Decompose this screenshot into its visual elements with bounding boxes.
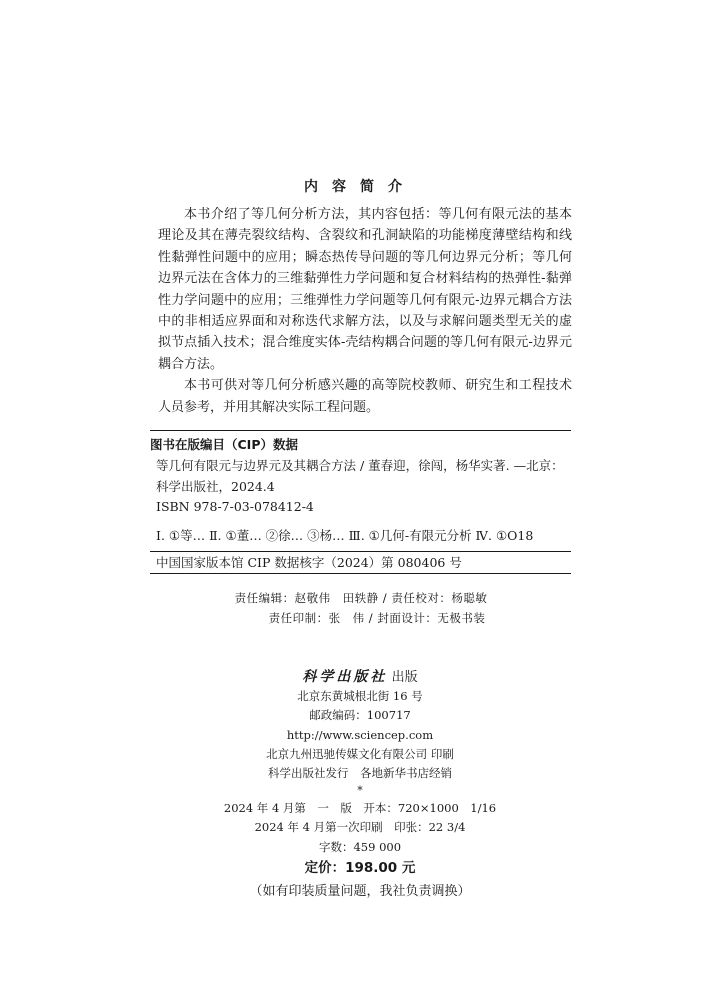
cip-title: 图书在版编目（CIP）数据 bbox=[150, 437, 298, 452]
editor-credits bbox=[0, 588, 720, 628]
word-count: 字数：459 000 bbox=[318, 839, 402, 854]
printing-info: 2024 年 4 月第一次印刷 印张：22 3/4 bbox=[254, 820, 466, 835]
editor-line-2: 责任印制：张 伟 / 封面设计：无极书装 bbox=[268, 611, 486, 625]
cip-number: 中国国家版本馆 CIP 数据核字（2024）第 080406 号 bbox=[156, 555, 462, 570]
price: 定价：198.00 元 bbox=[304, 859, 416, 876]
edition-info: 2024 年 4 月第 一 版 开本：720×1000 1/16 bbox=[223, 801, 497, 816]
cip-isbn: ISBN 978-7-03-078412-4 bbox=[156, 499, 314, 514]
separator-star: * bbox=[357, 784, 363, 798]
publisher-name-line bbox=[0, 668, 720, 687]
cip-classification: Ⅰ. ①等… Ⅱ. ①董… ②徐… ③杨… Ⅲ. ①几何-有限元分析 Ⅳ. ①O18 bbox=[156, 527, 534, 543]
publisher-address: 北京东黄城根北街 16 号 bbox=[297, 689, 423, 704]
publisher-url: http://www.sciencep.com bbox=[286, 727, 434, 742]
cip-bottom-rule bbox=[150, 573, 571, 574]
publisher-logotype: 科学出版社 bbox=[302, 669, 388, 685]
abstract-paragraph-1: 本书介绍了等几何分析方法，其内容包括：等几何有限元法的基本理论及其在薄壳裂纹结构、含裂纹和孔洞缺陷的功能梯度薄壁结构和线性黏弹性问题中的应用；瞬态热传导问题的等几何边界元分析；等几何边界元法在含体力的三维黏弹性力学问题和复合材料结构的热弹性-黏弹性力学问题中的应用；三维弹性力学问题等几何有限元-边界元耦合方法中的非相适应界面和对称迭代求解方法，以及与求解问题类型无关的虚拟节点插入技术；混合维度实体-壳结构耦合问题的等几何有限元-边界元耦合方法。 bbox=[158, 207, 572, 372]
cip-citation: 等几何有限元与边界元及其耦合方法 / 董春迎，徐闯，杨华实著. —北京：科学出版社，2024.4 bbox=[156, 458, 564, 494]
section-heading: 内容简介 bbox=[304, 179, 416, 195]
cip-data-block bbox=[150, 430, 571, 574]
quality-notice: （如有印装质量问题，我社负责调换） bbox=[249, 884, 471, 900]
book-abstract bbox=[158, 204, 572, 418]
distribution-info: 科学出版社发行 各地新华书店经销 bbox=[268, 766, 452, 781]
printer-info: 北京九州迅驰传媒文化有限公司 印刷 bbox=[266, 746, 454, 761]
cip-body bbox=[150, 456, 571, 546]
publisher-postcode: 邮政编码：100717 bbox=[309, 708, 411, 723]
abstract-paragraph-2: 本书可供对等几何分析感兴趣的高等院校教师、研究生和工程技术人员参考，并用其解决实际工程问题。 bbox=[158, 378, 572, 415]
publisher-info bbox=[0, 668, 720, 901]
cip-top-rule bbox=[150, 430, 571, 431]
publishes-label: 出版 bbox=[391, 670, 418, 685]
editor-line-1: 责任编辑：赵敬伟 田轶静 / 责任校对：杨聪敏 bbox=[234, 591, 488, 605]
